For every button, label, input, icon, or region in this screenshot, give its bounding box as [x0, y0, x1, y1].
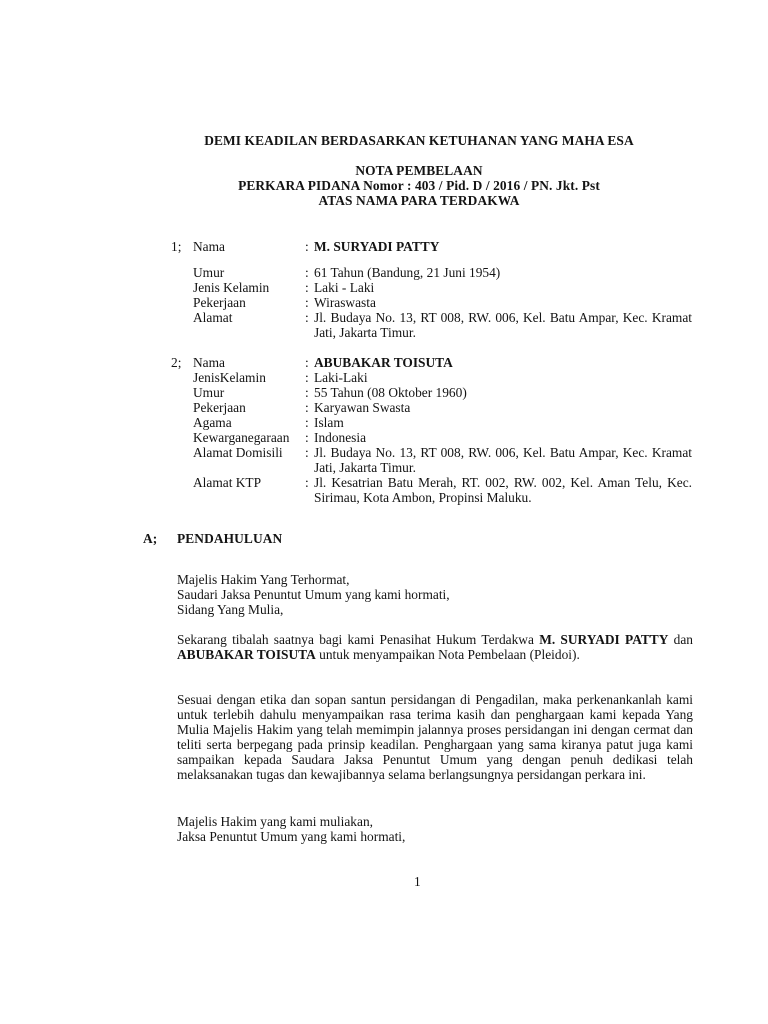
field-colon: :	[305, 400, 309, 415]
paragraph-text: dan	[668, 632, 694, 647]
document-title: NOTA PEMBELAAN	[355, 163, 483, 178]
paragraph-opening	[177, 632, 693, 662]
section-letter: A;	[143, 531, 158, 546]
subject-line: ATAS NAMA PARA TERDAKWA	[318, 193, 520, 208]
field-value: Jl. Budaya No. 13, RT 008, RW. 006, Kel. Batu Ampar, Kec. Kramat Jati, Jakarta Timur.	[314, 445, 692, 475]
field-colon: :	[305, 239, 309, 254]
field-value: Jl. Kesatrian Batu Merah, RT. 002, RW. 002, Kel. Aman Telu, Kec. Sirimau, Kota Ambon, Propinsi Maluku.	[314, 475, 692, 505]
defendant-name-ref: M. SURYADI PATTY	[539, 632, 669, 647]
field-label: Umur	[193, 265, 225, 280]
paragraph-text: Sekarang tibalah saatnya bagi kami Penasihat Hukum Terdakwa	[177, 632, 540, 647]
field-colon: :	[305, 430, 309, 445]
field-value: Laki-Laki	[314, 370, 368, 385]
greeting-line: Saudari Jaksa Penuntut Umum yang kami hormati,	[177, 587, 450, 602]
defendant-2-number: 2;	[171, 355, 182, 370]
field-colon: :	[305, 295, 309, 310]
field-value: Wiraswasta	[314, 295, 376, 310]
field-label: Umur	[193, 385, 225, 400]
greeting-line: Majelis Hakim yang kami muliakan,	[177, 814, 373, 829]
field-value: Karyawan Swasta	[314, 400, 411, 415]
greeting-line: Sidang Yang Mulia,	[177, 602, 284, 617]
field-label: Alamat	[193, 310, 233, 325]
field-label: Kewarganegaraan	[193, 430, 290, 445]
header-line: DEMI KEADILAN BERDASARKAN KETUHANAN YANG MAHA ESA	[204, 133, 634, 148]
field-label: Nama	[193, 355, 225, 370]
field-label: Pekerjaan	[193, 295, 246, 310]
field-colon: :	[305, 385, 309, 400]
field-colon: :	[305, 475, 309, 490]
field-colon: :	[305, 415, 309, 430]
greeting-line: Majelis Hakim Yang Terhormat,	[177, 572, 350, 587]
field-value: 55 Tahun (08 Oktober 1960)	[314, 385, 467, 400]
defendant-2-name: ABUBAKAR TOISUTA	[314, 355, 453, 370]
field-label: Alamat KTP	[193, 475, 262, 490]
field-colon: :	[305, 280, 309, 295]
field-value: Indonesia	[314, 430, 367, 445]
field-label: Agama	[193, 415, 232, 430]
case-number: PERKARA PIDANA Nomor : 403 / Pid. D / 2016 / PN. Jkt. Pst	[238, 178, 600, 193]
field-colon: :	[305, 445, 309, 460]
field-label: Jenis Kelamin	[193, 280, 270, 295]
field-colon: :	[305, 265, 309, 280]
field-colon: :	[305, 310, 309, 325]
paragraph-text: untuk menyampaikan Nota Pembelaan (Pleidoi).	[315, 647, 580, 662]
page-number: 1	[414, 874, 421, 889]
section-title: PENDAHULUAN	[177, 531, 283, 546]
field-colon: :	[305, 355, 309, 370]
defendant-name-ref: ABUBAKAR TOISUTA	[177, 647, 316, 662]
defendant-1-name: M. SURYADI PATTY	[314, 239, 440, 254]
field-label: Pekerjaan	[193, 400, 246, 415]
greeting-line: Jaksa Penuntut Umum yang kami hormati,	[177, 829, 406, 844]
defendant-1-number: 1;	[171, 239, 182, 254]
field-label: Nama	[193, 239, 225, 254]
field-value: Islam	[314, 415, 344, 430]
field-value: Laki - Laki	[314, 280, 375, 295]
field-label: JenisKelamin	[193, 370, 266, 385]
paragraph-gratitude: Sesuai dengan etika dan sopan santun persidangan di Pengadilan, maka perkenankanlah kami untuk terlebih dahulu menyampaikan rasa terima kasih dan penghargaan kami kepada Yang Mulia Majelis Hakim yang telah memimpin jalannya proses persidangan ini dengan cermat dan teliti serta berpegang pada prinsip keadilan. Penghargaan yang sama kiranya patut juga kami sampaikan kepada Saudara Jaksa Penuntut Umum yang dengan penuh dedikasi telah melaksanakan tugas dan kewajibannya selama berlangsungnya persidangan perkara ini.	[177, 692, 693, 782]
field-value: 61 Tahun (Bandung, 21 Juni 1954)	[314, 265, 501, 280]
field-value: Jl. Budaya No. 13, RT 008, RW. 006, Kel. Batu Ampar, Kec. Kramat Jati, Jakarta Timur.	[314, 310, 692, 340]
field-colon: :	[305, 370, 309, 385]
field-label: Alamat Domisili	[193, 445, 283, 460]
